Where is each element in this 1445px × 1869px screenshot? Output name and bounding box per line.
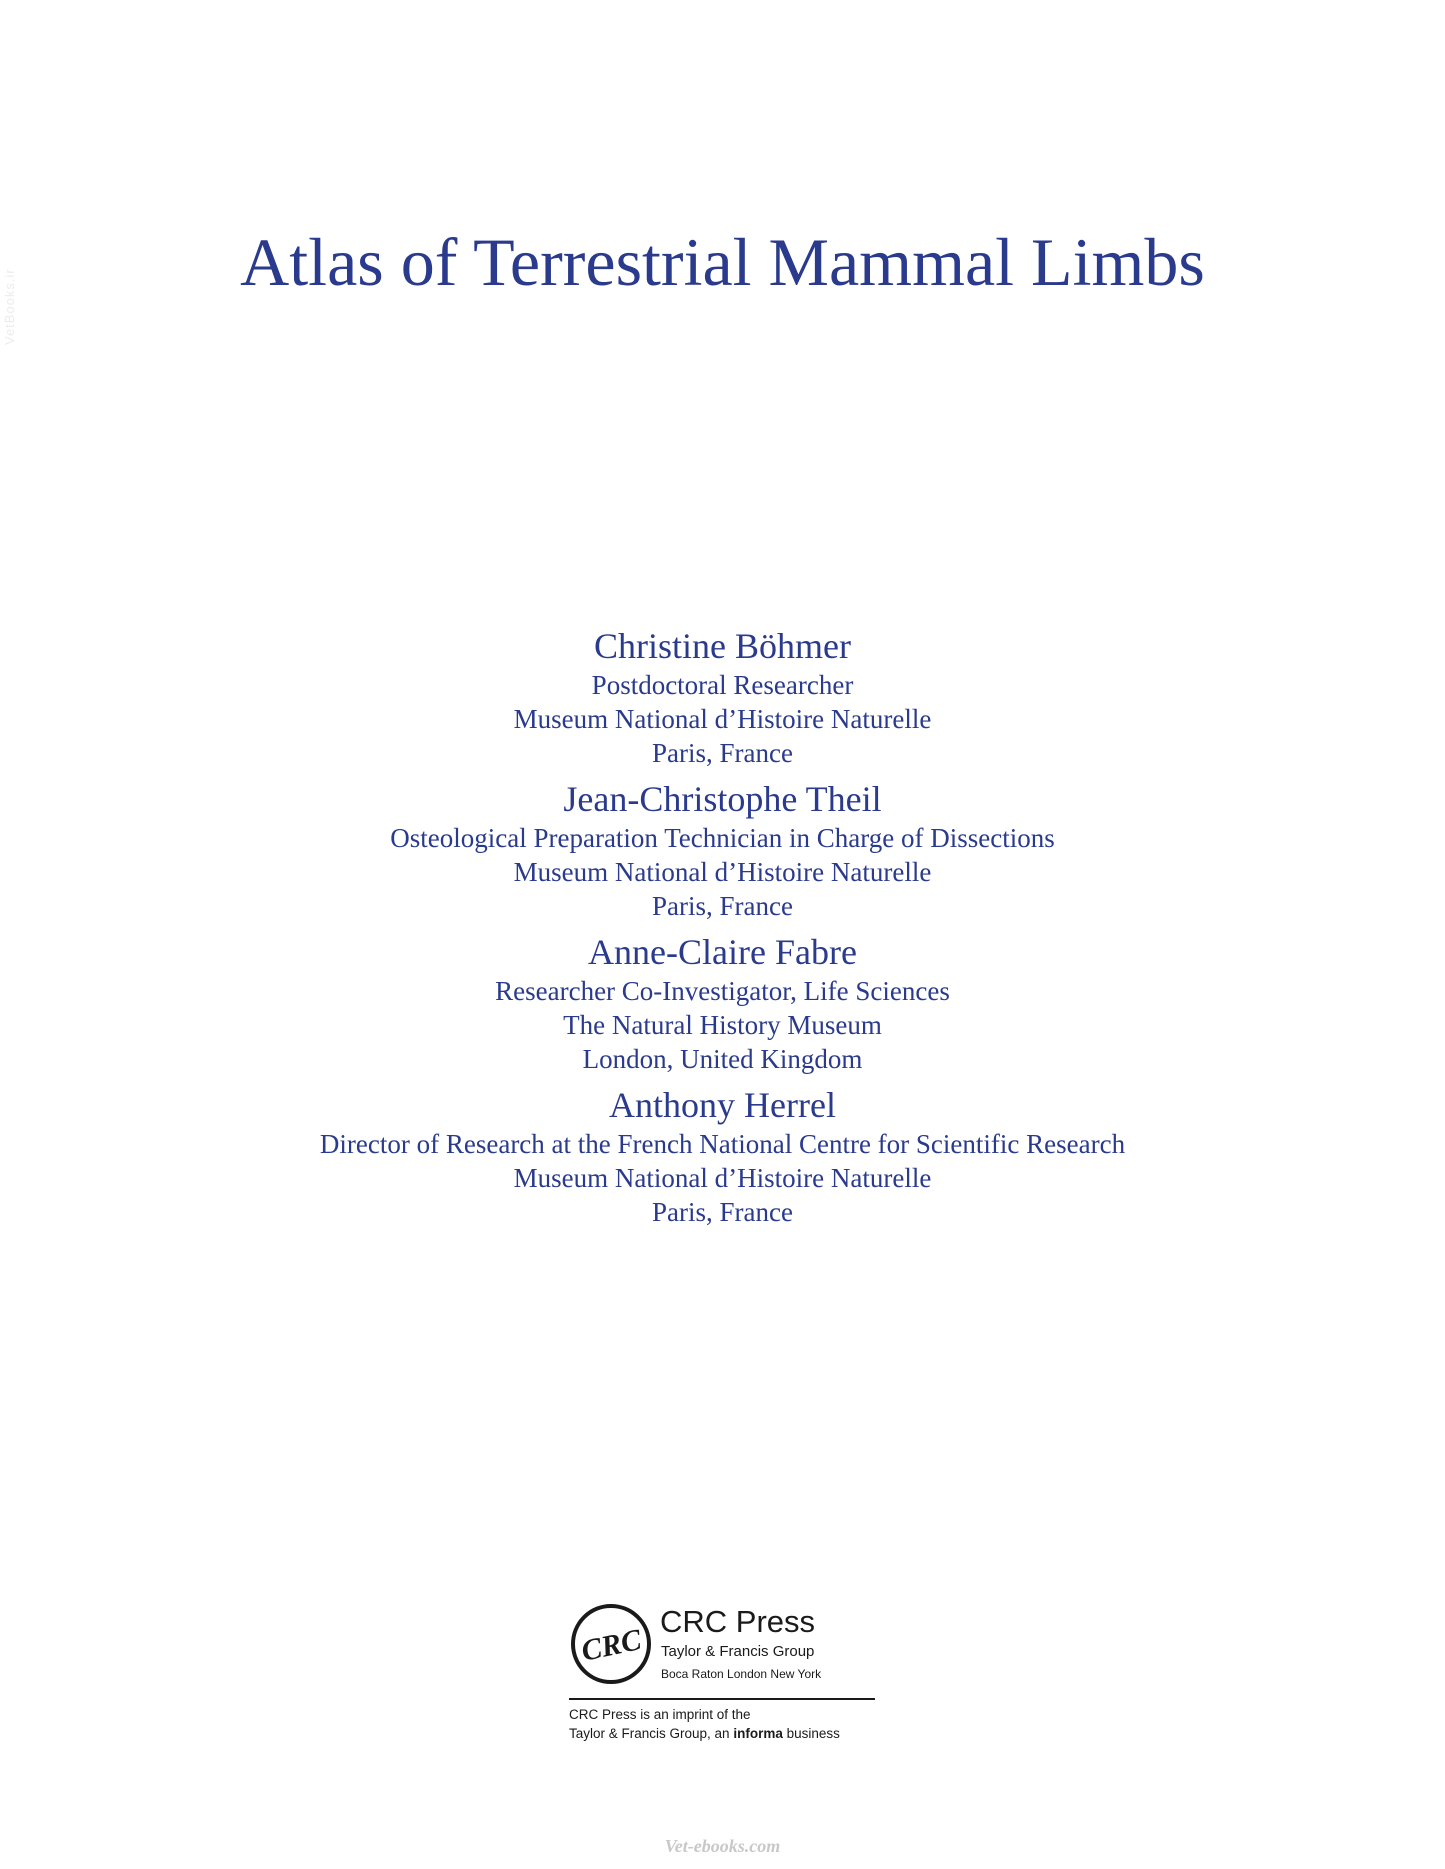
author-block <box>0 777 1445 923</box>
author-location: Paris, France <box>652 738 793 768</box>
author-name: Anthony Herrel <box>609 1085 836 1125</box>
author-name: Jean-Christophe Theil <box>563 779 882 819</box>
author-institution: Museum National d’Histoire Naturelle <box>513 1163 932 1193</box>
publisher-name: CRC Press <box>660 1604 816 1639</box>
author-name: Christine Böhmer <box>594 626 851 666</box>
author-position: Postdoctoral Researcher <box>591 670 854 700</box>
author-institution: Museum National d’Histoire Naturelle <box>513 857 932 887</box>
imprint-statement <box>569 1705 879 1743</box>
author-institution: Museum National d’Histoire Naturelle <box>513 704 932 734</box>
crc-logo-icon <box>569 1602 653 1686</box>
bottom-watermark: Vet-ebooks.com <box>664 1836 781 1856</box>
publisher-block <box>569 1602 879 1743</box>
author-position: Osteological Preparation Technician in Charge of Dissections <box>390 823 1055 853</box>
publisher-group: Taylor & Francis Group <box>661 1643 815 1660</box>
imprint-text-end: business <box>782 1726 840 1741</box>
author-name: Anne-Claire Fabre <box>588 932 857 972</box>
author-block <box>0 1083 1445 1229</box>
authors-list <box>0 624 1445 1236</box>
author-block <box>0 930 1445 1076</box>
side-watermark: VetBooks.ir <box>2 268 17 345</box>
informa-text: informa <box>733 1726 783 1741</box>
publisher-logo-row <box>569 1602 879 1696</box>
author-location: Paris, France <box>652 1197 793 1227</box>
author-position: Director of Research at the French National Centre for Scientific Research <box>319 1129 1126 1159</box>
author-location: Paris, France <box>652 891 793 921</box>
author-institution: The Natural History Museum <box>563 1010 882 1040</box>
crc-logo-text: CRC <box>578 1623 645 1668</box>
author-block <box>0 624 1445 770</box>
publisher-divider <box>569 1698 875 1700</box>
author-location: London, United Kingdom <box>582 1044 863 1074</box>
imprint-line-2 <box>569 1724 879 1743</box>
imprint-line-1: CRC Press is an imprint of the <box>569 1707 751 1722</box>
imprint-text: Taylor & Francis Group, an <box>569 1726 734 1741</box>
book-title: Atlas of Terrestrial Mammal Limbs <box>240 224 1205 300</box>
author-position: Researcher Co-Investigator, Life Sciences <box>495 976 950 1006</box>
publisher-cities: Boca Raton London New York <box>661 1667 822 1681</box>
